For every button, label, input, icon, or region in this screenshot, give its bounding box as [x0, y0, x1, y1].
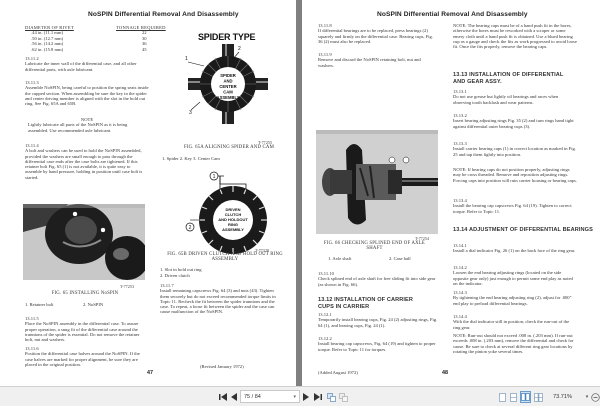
section-13-11-3: 13.11.3 Assemble NoSPIN, being careful to position the spring seats inside the cupped section. When assembling be sure the key in the spider and center driving member is aligned with the slot in the hold out ring. See Fig. 65A and 65B. [25, 80, 149, 107]
prev-page-icon [231, 393, 237, 401]
section-13-12-1: 13.12.1 Temporarily install bearing cups, Fig. 24 (2) adjusting rings, Fig. 64 (1), and bearing cups, Fig. 24 (1). [318, 312, 438, 328]
fig66-caption: FIG. 66 CHECKING SPLINED END OF AXLE SHAFT [323, 241, 426, 252]
fig65a-legend: 1. Spider 2. Key 3. Center Cam [162, 156, 220, 161]
svg-text:1: 1 [185, 56, 188, 62]
next-page-button[interactable] [302, 391, 310, 403]
section-13-12-2: 13.12.2 Install bearing cap capscrews, Fig. 64 (19) and tighten to proper torque. Refer to Topic 11 for torques. [318, 336, 436, 352]
table-row: .44 in. (11.1 mm) 22 [31, 30, 147, 36]
fig65b-legend-2: 2. Driven clutch [160, 273, 190, 278]
two-page-continuous-icon [534, 393, 543, 402]
chevron-down-icon[interactable]: ▾ [293, 394, 296, 400]
continuous-page-icon [510, 393, 517, 402]
section-13-13-1: 13.13.1 Do not use grease but lightly oil bearings and races when observing tooth backlash and wear patterns. [453, 89, 559, 105]
section-13-11-7: 13.11.7 Install remaining capscrews Fig. 64 (3) and nuts (43). Tighten them securely but do not exceed recommended torque limits in Topic 11. Recheck the fit between the spider trunnions and the case. To repeat, a loose fit between the spider and the case can cause malfunction of the NoSPIN. [160, 283, 276, 315]
first-page-icon [219, 393, 227, 401]
last-page-button[interactable] [313, 391, 323, 403]
svg-text:ASSEMBLY: ASSEMBLY [222, 227, 244, 232]
table-row: .56 in. (14.2 mm) 36 [31, 41, 147, 47]
page-header: NoSPIN Differential Removal And Disassembly [377, 11, 528, 18]
fig66-legend-2: 2. Case half [389, 256, 411, 261]
section-13-14-1: 13.14.1 Install a dial indicator Fig. 26 (1) on the back face of the ring gear. [453, 243, 576, 254]
rivet-tonnage-table [25, 25, 166, 52]
table-row: .50 in. (12.7 mm) 30 [31, 35, 147, 41]
zoom-level[interactable]: 73.71% [553, 394, 572, 400]
spider-type-title: SPIDER TYPE [198, 32, 256, 42]
last-page-icon [314, 393, 322, 401]
page-48 [302, 0, 600, 386]
chevron-down-icon: ▾ [585, 394, 589, 400]
note-lubricate: NOTE Lightly lubricate all parts of the NoSPIN as it is being assembled. Use recommended axle lubricant. [28, 117, 128, 133]
page-number-value: 75 / 84 [244, 394, 261, 400]
section-13-13-3: 13.13.3 Install carrier bearing caps (1) in correct location as marked in Fig. 25 and tap them lightly into position. [453, 141, 576, 157]
svg-text:2: 2 [188, 225, 192, 231]
note-run-out: NOTE: Run-out should not exceed .008 in. (.203 mm). If run-out exceeds .008 in. (.203 mm), remove the differential and check for cause. Be sure to check at several different ring gear locations by rotating the pinion yoke several times. [453, 333, 574, 354]
section-13-11-9: 13.11.9 Remove and discard the NoSPIN retaining bolt, nut and washers. [318, 52, 421, 68]
svg-text:DRIVEN: DRIVEN [225, 207, 241, 212]
section-13-11-5: 13.11.5 Place the NoSPIN assembly in the differential case. To assure proper operation, a snug fit of the differential case around the trunnions of the spider is essential. Do not remove the retainer bolt, nut and washers. [25, 316, 140, 343]
section-13-11-8: 13.11.8 If differential bearings are to be replaced, press bearings (2) squarely and firmly on the differential case. Bearing cups, Fig. 36 (2) must also be replaced. [318, 23, 433, 44]
svg-text:RING: RING [228, 222, 238, 227]
next-page-icon [303, 393, 309, 401]
fig65-legend-2: 2. NoSPIN [83, 302, 104, 307]
continuous-view-button[interactable] [509, 391, 518, 403]
section-13-11-4: 13.11.4 A bolt and washers can be used to hold the NoSPIN assembled, provided the washers are small enough to pass through the differential case ends after the case bolts are tightened. If this retainer bolt Fig. 65 (1) is not available, it is quite easy to assemble by hand pressure, holding in position until case bolt is started. [25, 143, 143, 180]
note-cross-threaded: NOTE: If bearing caps do not position properly, adjusting rings may be cross threaded. Remove and reposition adjusting rings. Forcing caps into position will ruin carrier housing or bearing caps. [453, 167, 577, 183]
section-13-13-2: 13.13.2 Insert bearing adjusting rings Fig. 35 (2) and turn rings hand tight against differential outer bearing cups (3). [453, 113, 574, 129]
revised-date: (Revised January 1972) [200, 364, 244, 369]
note-bearing-caps: NOTE: The bearing caps must be of a hand push fit in the bores, otherwise the bores must be reworked with a scraper or some emery cloth until a hand push fit is obtained. Use a blued bearing cup as a gauge and check the fits as work progressed to avoid loose fit. Once the fits properly, remove the bearing caps. [453, 23, 577, 50]
spider-diagram [178, 44, 278, 124]
page-number-field[interactable] [240, 390, 300, 403]
prev-page-button[interactable] [230, 391, 238, 403]
svg-text:AND HOLDOUT: AND HOLDOUT [218, 217, 248, 222]
svg-text:ASSEMBLY: ASSEMBLY [216, 95, 240, 100]
fig65a-caption: FIG. 65A ALIGNING SPIDER AND CAM [183, 145, 275, 150]
svg-text:SPIDER: SPIDER [220, 73, 236, 78]
previous-view-icon [327, 393, 336, 402]
table-header-diameter: DIAMETER OF RIVET [25, 25, 74, 30]
two-page-icon [521, 393, 530, 401]
heading-13-13: 13.13 INSTALLATION OF DIFFERENTIAL AND GEAR ASSY. [453, 72, 564, 85]
svg-text:CAM: CAM [223, 89, 233, 95]
fig65-photo [23, 204, 145, 280]
section-13-11-2: 13.11.2 Lubricate the inner wall of the differential case, and all other differential parts, with axle lubricant. [25, 56, 137, 72]
fig65b-tnumber: T-77328 [255, 248, 270, 253]
section-13-14-4: 13.14.4 With the dial indicator still in position, check the run-out of the ring gear. [453, 314, 570, 330]
first-page-button[interactable] [218, 391, 228, 403]
fig65b-legend-1: 1. Slot in hold out ring [160, 267, 202, 272]
two-page-view-button[interactable] [520, 391, 531, 403]
page-number: 47 [147, 370, 153, 376]
page-header: NoSPIN Differential Removal And Disassembly [88, 11, 239, 18]
bottom-toolbar [0, 386, 600, 406]
section-13-11-6: 13.11.6 Position the differential case halves around the NoSPIN. If the case halves are marked for proper alignment, be sure they are placed in the original position. [25, 346, 140, 367]
previous-view-button[interactable] [326, 391, 336, 403]
fig65a-tnumber: T-77255 [258, 140, 273, 145]
svg-text:AND: AND [223, 78, 233, 84]
next-view-button[interactable] [338, 391, 348, 403]
single-page-icon [499, 393, 506, 402]
svg-text:1: 1 [212, 174, 216, 180]
section-13-13-4: 13.13.4 Install the bearing cap capscrews Fig. 64 (19). Tighten to correct torque. Refer to Topic 11. [453, 198, 572, 214]
table-header-tonnage: TONNAGE REQUIRED [116, 25, 166, 30]
single-page-view-button[interactable] [498, 391, 507, 403]
page-number: 48 [442, 370, 448, 376]
fig66-tnumber: T-77254 [415, 236, 430, 241]
table-row: .62 in. (15.8 mm) 45 [31, 46, 147, 52]
added-date: (Added August 1972) [318, 370, 358, 375]
section-13-14-2: 13.14.2 Loosen the end bearing adjusting rings (located on the side opposite gear only) just enough to permit some end play as noted on the indicator. [453, 265, 573, 286]
svg-text:CENTER: CENTER [219, 84, 237, 89]
fig65-caption: FIG. 65 INSTALLING NoSPIN [51, 291, 119, 296]
heading-13-12: 13.12 INSTALLATION OF CARRIER CUPS IN CARRIER [318, 297, 413, 310]
fig65-legend-1: 1. Retainer bolt [25, 302, 54, 307]
fig65b-caption: FIG. 65B DRIVEN CLUTCH AND HOLD OUT RING ASSEMBLY [167, 252, 283, 263]
fig66-photo [316, 130, 438, 234]
fig66-legend-1: 1. Axle shaft [328, 256, 352, 261]
zoom-out-button[interactable] [590, 391, 600, 403]
svg-text:CLUTCH: CLUTCH [224, 212, 242, 217]
zoom-out-icon [591, 393, 600, 402]
next-view-icon [339, 393, 348, 402]
svg-text:2: 2 [238, 46, 241, 52]
section-13-11-10: 13.11.10 Check splined end of axle shaft for free sliding fit into side gear (as shown in Fig. 66). [318, 271, 436, 287]
svg-text:3: 3 [189, 110, 192, 116]
heading-13-14: 13.14 ADJUSTMENT OF DIFFERENTIAL BEARINGS [453, 227, 593, 233]
section-13-14-3: 13.14.3 By tightening the end bearing adjusting ring (2), adjust for .000" end play to preload differential bearings. [453, 290, 572, 306]
two-page-continuous-view-button[interactable] [533, 391, 543, 403]
page-47 [0, 0, 296, 386]
fig65-tnumber: T-77253 [120, 284, 135, 289]
